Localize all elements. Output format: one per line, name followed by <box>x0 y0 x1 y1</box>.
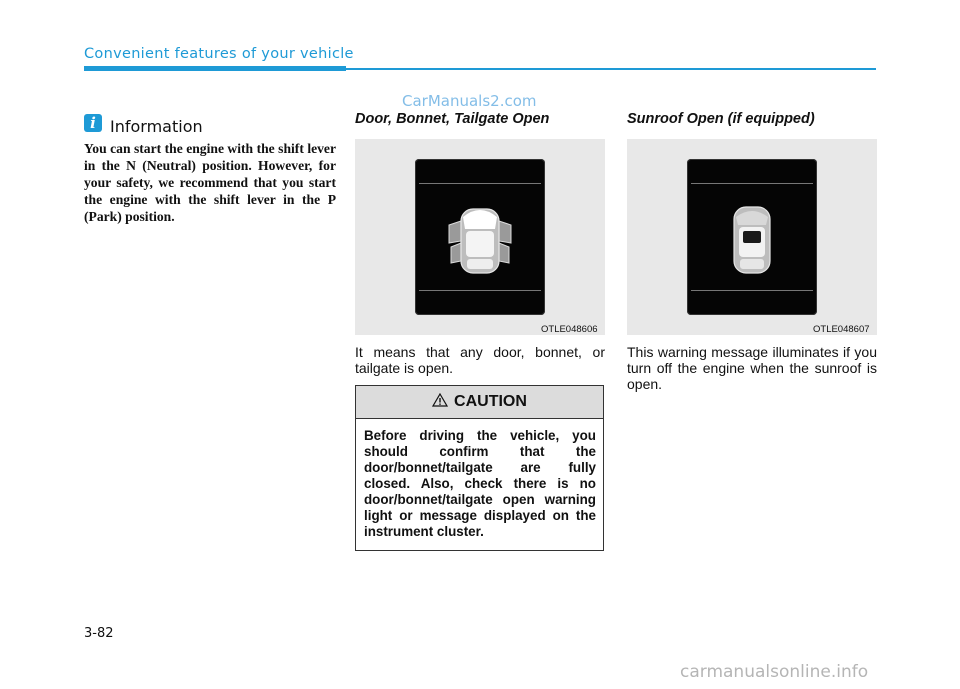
sunroof-figure-code: OTLE048607 <box>813 324 870 335</box>
door-open-heading: Door, Bonnet, Tailgate Open <box>355 111 550 127</box>
car-doors-open-icon <box>415 159 545 315</box>
info-icon: i <box>84 114 102 132</box>
door-open-body: It means that any door, bonnet, or tailgate is open. <box>355 344 605 376</box>
cluster-display <box>687 159 817 315</box>
info-body: You can start the engine with the shift lever in the N (Neutral) position. However, for your safety, we recommend that you start the engine with the shift lever in the P (Park) position. <box>84 141 336 224</box>
sunroof-open-heading: Sunroof Open (if equipped) <box>627 111 815 127</box>
car-sunroof-open-icon <box>687 159 817 315</box>
cluster-display <box>415 159 545 315</box>
caution-label: CAUTION <box>454 393 527 410</box>
door-figure-code: OTLE048606 <box>541 324 598 335</box>
page-number: 3-82 <box>84 626 114 641</box>
header-rule-thin <box>346 68 876 70</box>
section-title: Convenient features of your vehicle <box>84 46 354 62</box>
warning-triangle-icon <box>432 393 448 407</box>
door-open-figure <box>355 139 605 335</box>
watermark-bottom: carmanualsonline.info <box>680 662 869 682</box>
header-rule-thick <box>84 66 346 71</box>
info-heading: Information <box>110 117 203 136</box>
watermark-top: CarManuals2.com <box>402 92 537 110</box>
sunroof-open-body: This warning message illuminates if you turn off the engine when the sunroof is open. <box>627 344 877 392</box>
caution-body: Before driving the vehicle, you should confirm that the door/bonnet/tailgate are fully closed. Also, check there is no door/bonnet/tailgate open warning light or message displayed on the instrument cluster. <box>364 428 596 539</box>
caution-header <box>356 386 603 419</box>
sunroof-open-figure <box>627 139 877 335</box>
caution-box <box>355 385 604 551</box>
